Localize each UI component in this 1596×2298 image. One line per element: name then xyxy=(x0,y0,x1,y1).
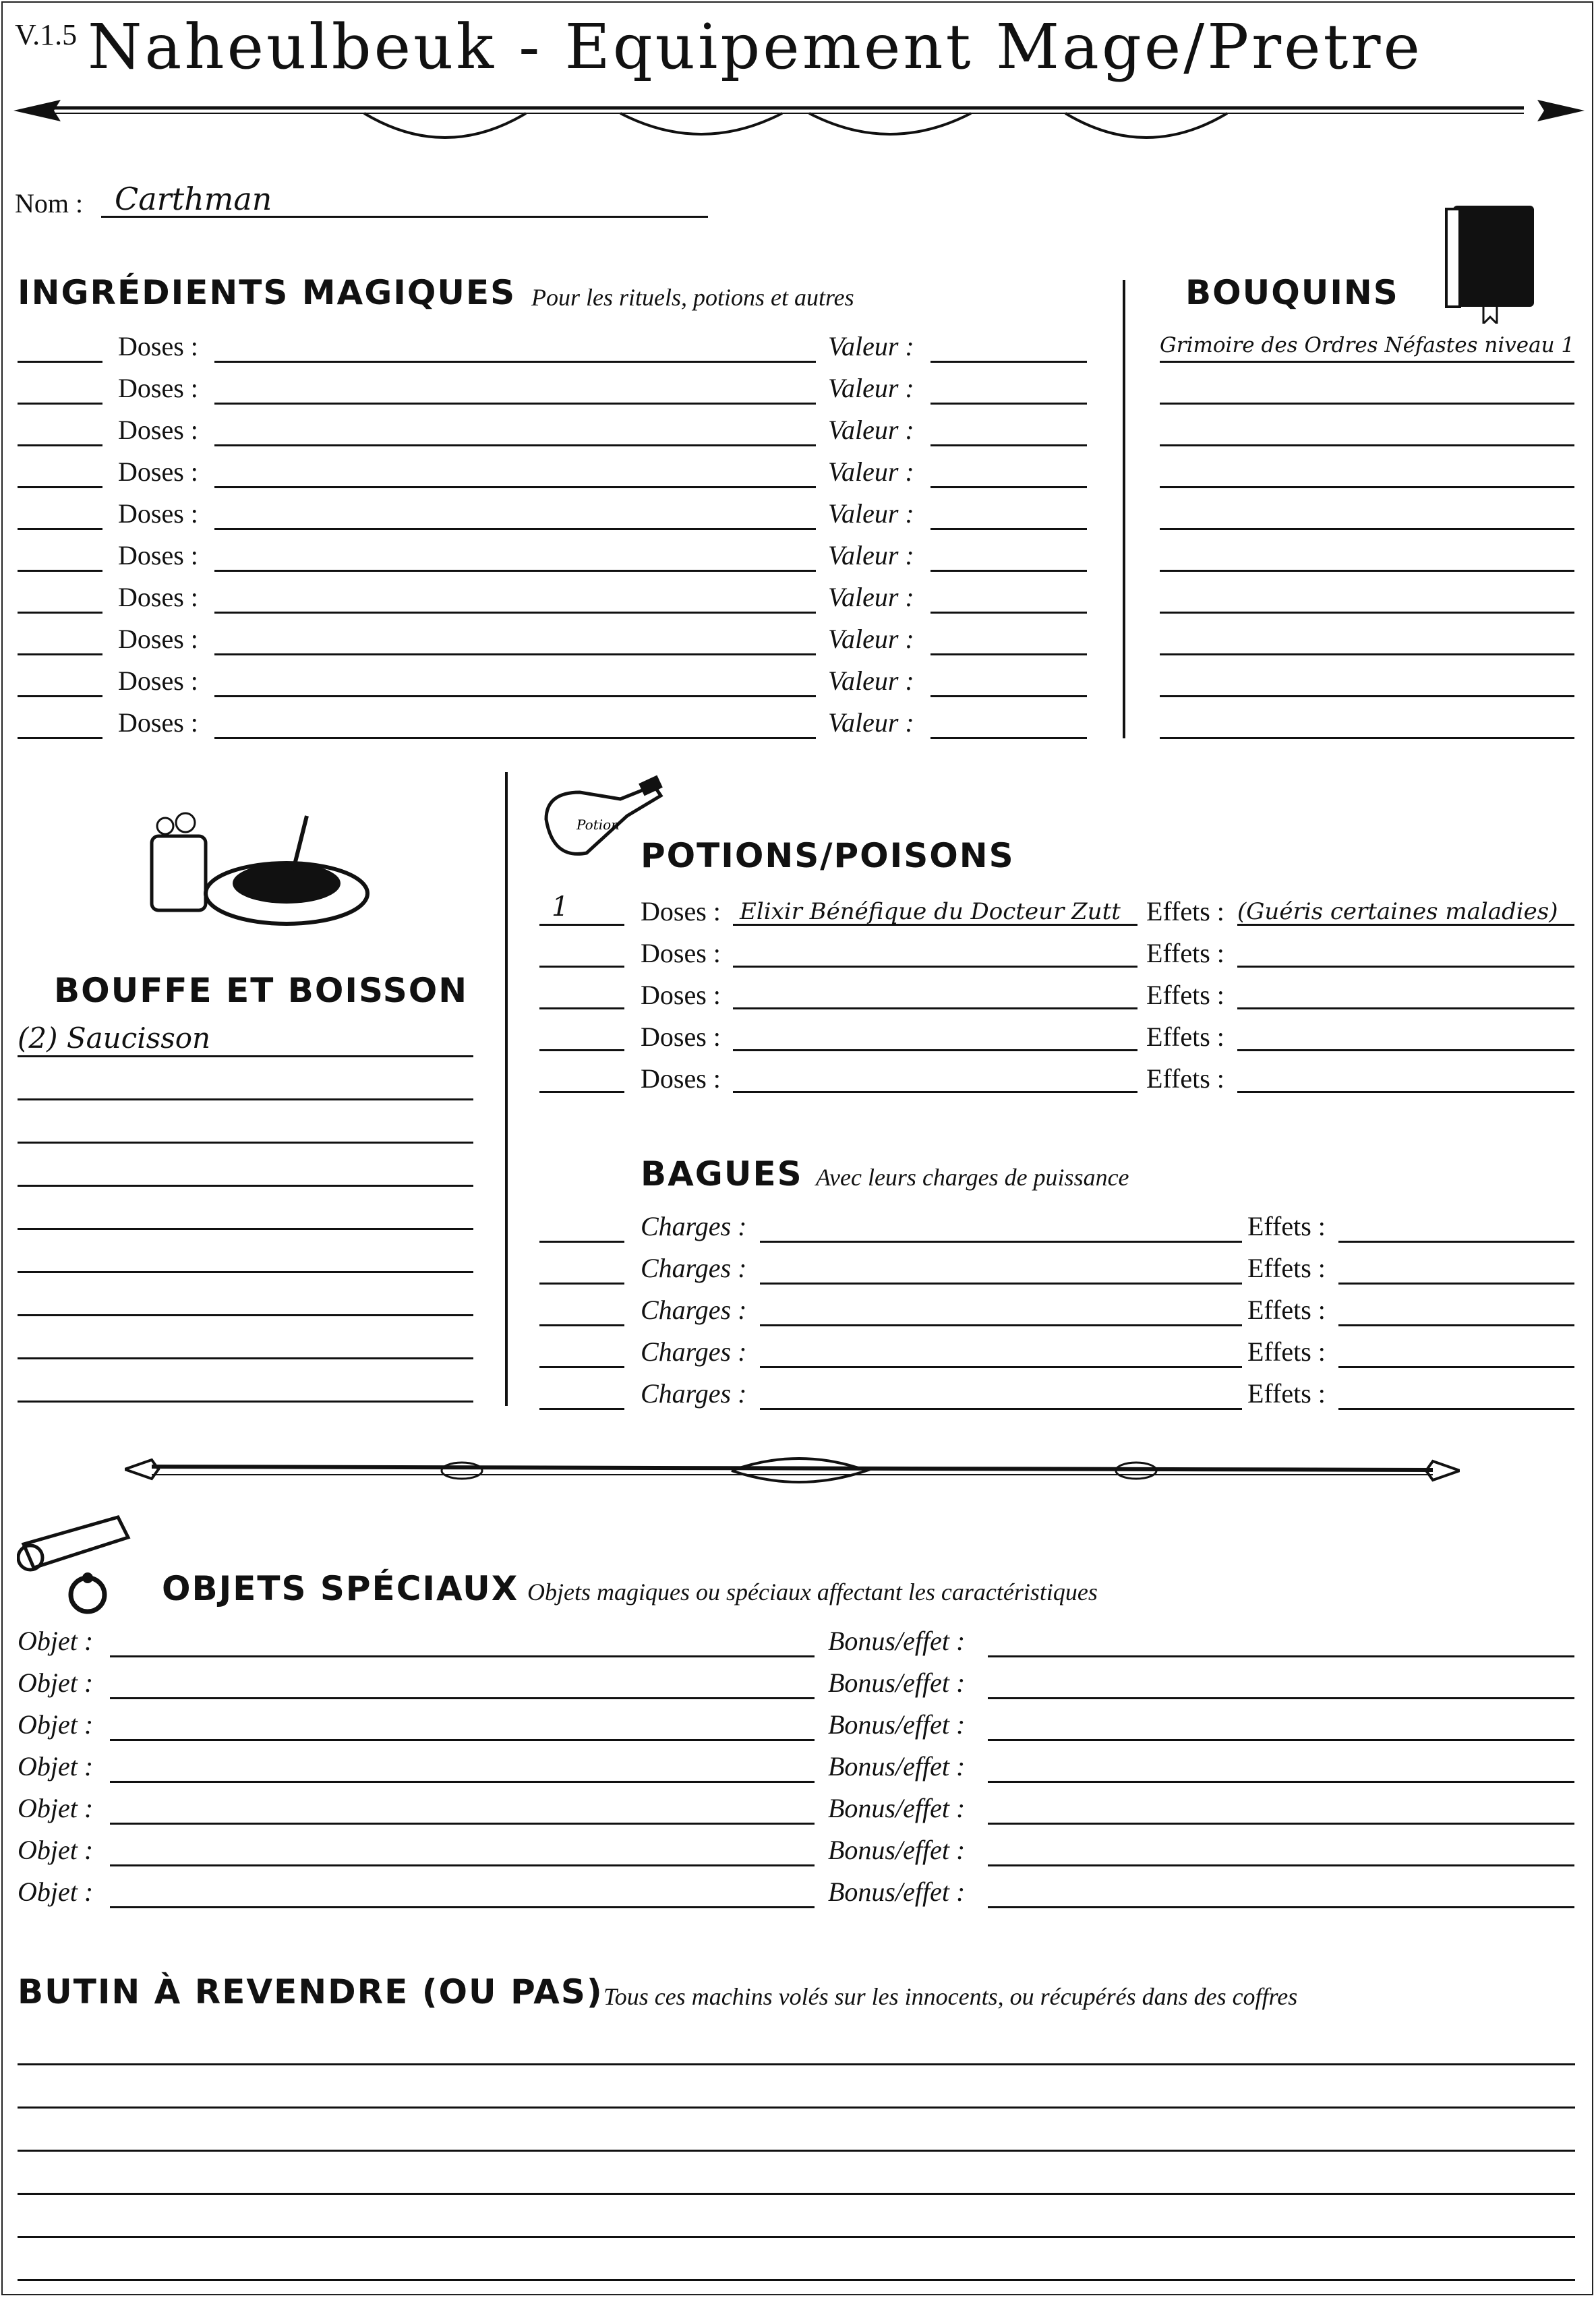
name-label: Nom : xyxy=(15,188,84,218)
food-line[interactable] xyxy=(18,1357,473,1359)
ingredient-doses-label: Doses : xyxy=(118,498,198,529)
food-line[interactable] xyxy=(18,1142,473,1144)
ingredient-doses-label: Doses : xyxy=(118,540,198,570)
ring-name-line[interactable] xyxy=(760,1366,1242,1368)
potion-effects-label: Effets : xyxy=(1146,980,1224,1010)
special-object-label: Objet : xyxy=(18,1877,94,1907)
ingredient-value-line[interactable] xyxy=(930,403,1087,405)
book-line[interactable] xyxy=(1160,612,1574,614)
special-bonus-label: Bonus/effet : xyxy=(828,1877,966,1907)
potion-name-line[interactable] xyxy=(733,1007,1137,1009)
loot-line[interactable] xyxy=(18,2193,1575,2195)
food-line[interactable] xyxy=(18,1098,473,1100)
version-label: V.1.5 xyxy=(15,18,78,51)
ingredient-value-line[interactable] xyxy=(930,444,1087,446)
ingredient-value-label: Valeur : xyxy=(828,540,914,570)
ingredient-name-line[interactable] xyxy=(214,361,816,363)
special-object-line[interactable] xyxy=(110,1823,815,1825)
food-title: BOUFFE ET BOISSON xyxy=(54,971,469,1010)
book-entry[interactable]: Grimoire des Ordres Néfastes niveau 1 xyxy=(1160,333,1575,357)
potion-bottle-label: Potion xyxy=(577,817,620,833)
potion-effects-label: Effets : xyxy=(1146,938,1224,968)
ingredient-doses-label: Doses : xyxy=(118,456,198,487)
potion-effect-line[interactable] xyxy=(1237,966,1574,968)
ingredient-value-line[interactable] xyxy=(930,695,1087,697)
ingredient-doses-label: Doses : xyxy=(118,373,198,403)
special-bonus-label: Bonus/effet : xyxy=(828,1835,966,1865)
potions-title: POTIONS/POISONS xyxy=(641,836,1015,875)
special-object-label: Objet : xyxy=(18,1668,94,1698)
special-bonus-line[interactable] xyxy=(988,1655,1574,1657)
special-bonus-line[interactable] xyxy=(988,1739,1574,1741)
ring-effect-line[interactable] xyxy=(1338,1324,1574,1326)
special-bonus-label: Bonus/effet : xyxy=(828,1751,966,1781)
ingredient-doses-label: Doses : xyxy=(118,624,198,654)
special-title: OBJETS SPÉCIAUX xyxy=(162,1569,519,1608)
books-title: BOUQUINS xyxy=(1185,273,1399,312)
potion-qty[interactable]: 1 xyxy=(552,891,569,922)
potion-doses-label: Doses : xyxy=(641,980,721,1010)
ingredient-value-label: Valeur : xyxy=(828,582,914,612)
special-bonus-line[interactable] xyxy=(988,1697,1574,1699)
loot-title: BUTIN À REVENDRE (OU PAS) xyxy=(18,1972,603,2011)
book-line[interactable] xyxy=(1160,528,1574,530)
special-bonus-label: Bonus/effet : xyxy=(828,1668,966,1698)
ring-effects-label: Effets : xyxy=(1247,1211,1326,1241)
ingredient-value-line[interactable] xyxy=(930,361,1087,363)
ingredient-doses-label: Doses : xyxy=(118,707,198,738)
book-line[interactable] xyxy=(1160,486,1574,488)
ring-effects-label: Effets : xyxy=(1247,1336,1326,1367)
ingredient-doses-label: Doses : xyxy=(118,666,198,696)
rings-subtitle: Avec leurs charges de puissance xyxy=(816,1164,1129,1191)
potions-list xyxy=(539,890,1578,1113)
ingredient-name-line[interactable] xyxy=(214,486,816,488)
book-line[interactable] xyxy=(1160,653,1574,655)
loot-line[interactable] xyxy=(18,2106,1575,2109)
ingredients-subtitle: Pour les rituels, potions et autres xyxy=(531,284,854,311)
potion-name-line[interactable] xyxy=(733,966,1137,968)
ingredient-value-label: Valeur : xyxy=(828,331,914,361)
food-line[interactable] xyxy=(18,1185,473,1187)
book-line[interactable] xyxy=(1160,444,1574,446)
ingredient-value-label: Valeur : xyxy=(828,415,914,445)
ingredient-value-label: Valeur : xyxy=(828,373,914,403)
rings-list xyxy=(539,1210,1578,1433)
ring-name-line[interactable] xyxy=(760,1241,1242,1243)
ingredient-name-line[interactable] xyxy=(214,444,816,446)
ring-charges-label: Charges : xyxy=(641,1336,747,1367)
ingredient-value-label: Valeur : xyxy=(828,666,914,696)
ingredient-value-line[interactable] xyxy=(930,612,1087,614)
food-list xyxy=(18,1022,476,1426)
ring-charges-label: Charges : xyxy=(641,1378,747,1409)
ingredient-value-line[interactable] xyxy=(930,570,1087,572)
ingredient-doses-label: Doses : xyxy=(118,331,198,361)
special-bonus-line[interactable] xyxy=(988,1823,1574,1825)
special-object-line[interactable] xyxy=(110,1906,815,1908)
special-list xyxy=(0,1625,1596,1922)
special-object-line[interactable] xyxy=(110,1781,815,1783)
special-bonus-label: Bonus/effet : xyxy=(828,1626,966,1656)
ring-charges-label: Charges : xyxy=(641,1295,747,1325)
books-list xyxy=(1160,330,1578,748)
potion-effects-label: Effets : xyxy=(1146,1063,1224,1094)
special-object-label: Objet : xyxy=(18,1793,94,1823)
ingredient-value-label: Valeur : xyxy=(828,624,914,654)
ingredient-doses-label: Doses : xyxy=(118,415,198,445)
page-title: Naheulbeuk - Equipement Mage/Pretre xyxy=(88,11,1423,83)
ingredient-qty-line[interactable] xyxy=(18,612,102,614)
ring-qty-line[interactable] xyxy=(539,1408,624,1410)
ingredient-name-line[interactable] xyxy=(214,695,816,697)
ingredients-title: INGRÉDIENTS MAGIQUES xyxy=(18,273,516,312)
ingredient-qty-line[interactable] xyxy=(18,737,102,739)
ingredient-value-line[interactable] xyxy=(930,528,1087,530)
ring-effect-line[interactable] xyxy=(1338,1366,1574,1368)
spear-divider-icon xyxy=(13,81,1585,148)
potion-doses-label: Doses : xyxy=(641,1063,721,1094)
ring-effect-line[interactable] xyxy=(1338,1241,1574,1243)
potion-effects-label: Effets : xyxy=(1146,1022,1224,1052)
potion-doses-label: Doses : xyxy=(641,938,721,968)
ring-effects-label: Effets : xyxy=(1247,1253,1326,1283)
potion-name-line[interactable] xyxy=(733,1049,1137,1051)
middle-divider xyxy=(505,772,508,1406)
ring-name-line[interactable] xyxy=(760,1283,1242,1285)
potion-qty-line[interactable] xyxy=(539,1091,624,1093)
potion-qty-line[interactable] xyxy=(539,924,624,926)
food-line[interactable] xyxy=(18,1314,473,1316)
potion-effects-label: Effets : xyxy=(1146,896,1224,926)
ring-effect-line[interactable] xyxy=(1338,1283,1574,1285)
food-line[interactable] xyxy=(18,1055,473,1057)
special-bonus-line[interactable] xyxy=(988,1781,1574,1783)
staff-divider-icon xyxy=(125,1446,1460,1494)
special-object-line[interactable] xyxy=(110,1655,815,1657)
ring-name-line[interactable] xyxy=(760,1324,1242,1326)
potion-doses-label: Doses : xyxy=(641,896,721,926)
loot-line[interactable] xyxy=(18,2063,1575,2065)
special-subtitle: Objets magiques ou spéciaux affectant les caractéristiques xyxy=(527,1579,1098,1605)
ingredient-qty-line[interactable] xyxy=(18,695,102,697)
potion-qty-line[interactable] xyxy=(539,1007,624,1009)
ring-qty-line[interactable] xyxy=(539,1283,624,1285)
book-line[interactable] xyxy=(1160,695,1574,697)
potion-effect-line[interactable] xyxy=(1237,1091,1574,1093)
potion-effect-line[interactable] xyxy=(1237,1049,1574,1051)
book-line[interactable] xyxy=(1160,361,1574,363)
special-object-line[interactable] xyxy=(110,1864,815,1866)
potion-qty-line[interactable] xyxy=(539,1049,624,1051)
ingredient-value-label: Valeur : xyxy=(828,456,914,487)
food-entry[interactable]: (2) Saucisson xyxy=(18,1022,211,1055)
ring-effects-label: Effets : xyxy=(1247,1378,1326,1409)
ring-effect-line[interactable] xyxy=(1338,1408,1574,1410)
special-object-line[interactable] xyxy=(110,1739,815,1741)
ring-qty-line[interactable] xyxy=(539,1366,624,1368)
column-divider xyxy=(1123,280,1125,738)
special-object-label: Objet : xyxy=(18,1626,94,1656)
food-line[interactable] xyxy=(18,1228,473,1230)
special-object-label: Objet : xyxy=(18,1835,94,1865)
ingredient-value-line[interactable] xyxy=(930,653,1087,655)
ring-qty-line[interactable] xyxy=(539,1241,624,1243)
ingredient-qty-line[interactable] xyxy=(18,570,102,572)
ingredient-qty-line[interactable] xyxy=(18,486,102,488)
ingredient-name-line[interactable] xyxy=(214,653,816,655)
special-object-label: Objet : xyxy=(18,1709,94,1740)
book-line[interactable] xyxy=(1160,403,1574,405)
special-bonus-line[interactable] xyxy=(988,1864,1574,1866)
special-bonus-label: Bonus/effet : xyxy=(828,1709,966,1740)
potion-effect[interactable]: (Guéris certaines maladies) xyxy=(1237,898,1558,925)
special-bonus-line[interactable] xyxy=(988,1906,1574,1908)
loot-line[interactable] xyxy=(18,2150,1575,2152)
ingredient-qty-line[interactable] xyxy=(18,403,102,405)
ingredient-value-label: Valeur : xyxy=(828,498,914,529)
ingredient-value-line[interactable] xyxy=(930,486,1087,488)
food-line[interactable] xyxy=(18,1271,473,1273)
potion-doses-label: Doses : xyxy=(641,1022,721,1052)
loot-line[interactable] xyxy=(18,2236,1575,2238)
ring-effects-label: Effets : xyxy=(1247,1295,1326,1325)
book-line[interactable] xyxy=(1160,570,1574,572)
ring-qty-line[interactable] xyxy=(539,1324,624,1326)
book-line[interactable] xyxy=(1160,737,1574,739)
ingredients-list xyxy=(0,330,1106,748)
ring-name-line[interactable] xyxy=(760,1408,1242,1410)
ingredient-qty-line[interactable] xyxy=(18,528,102,530)
loot-line[interactable] xyxy=(18,2279,1575,2281)
character-name[interactable]: Carthman xyxy=(115,181,272,217)
potion-effect-line[interactable] xyxy=(1237,1007,1574,1009)
food-plate-icon xyxy=(138,802,374,937)
special-object-line[interactable] xyxy=(110,1697,815,1699)
scroll-ring-icon xyxy=(17,1510,158,1618)
ring-charges-label: Charges : xyxy=(641,1253,747,1283)
loot-subtitle: Tous ces machins volés sur les innocents, ou récupérés dans des coffres xyxy=(603,1983,1298,2010)
ingredient-value-line[interactable] xyxy=(930,737,1087,739)
ingredient-name-line[interactable] xyxy=(214,570,816,572)
special-object-label: Objet : xyxy=(18,1751,94,1781)
ingredient-name-line[interactable] xyxy=(214,737,816,739)
ingredient-value-label: Valeur : xyxy=(828,707,914,738)
ingredient-doses-label: Doses : xyxy=(118,582,198,612)
potion-qty-line[interactable] xyxy=(539,966,624,968)
ingredient-name-line[interactable] xyxy=(214,403,816,405)
ingredient-name-line[interactable] xyxy=(214,528,816,530)
ingredient-qty-line[interactable] xyxy=(18,444,102,446)
special-bonus-label: Bonus/effet : xyxy=(828,1793,966,1823)
ring-charges-label: Charges : xyxy=(641,1211,747,1241)
potion-name-line[interactable] xyxy=(733,1091,1137,1093)
book-icon xyxy=(1436,196,1544,324)
rings-title: BAGUES xyxy=(641,1154,803,1194)
food-line[interactable] xyxy=(18,1401,473,1403)
ingredient-qty-line[interactable] xyxy=(18,361,102,363)
ingredient-name-line[interactable] xyxy=(214,612,816,614)
potion-name[interactable]: Elixir Bénéfique du Docteur Zutt xyxy=(740,898,1121,925)
loot-list xyxy=(18,2036,1575,2293)
ingredient-qty-line[interactable] xyxy=(18,653,102,655)
